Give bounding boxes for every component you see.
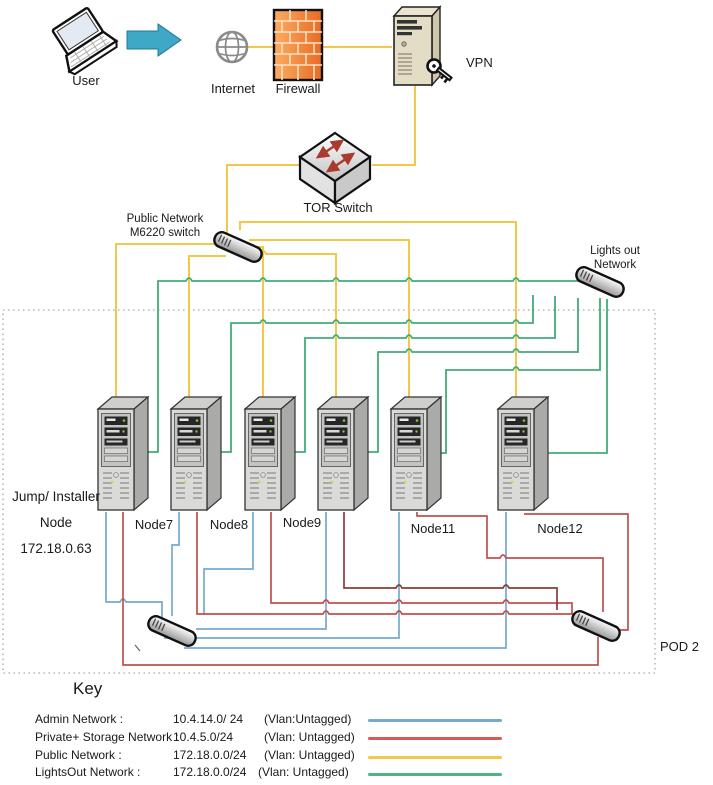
wire-m6220-node11 (249, 240, 409, 400)
tor-switch-label: TOR Switch (303, 200, 373, 215)
node7-label: Node7 (134, 517, 174, 532)
key-storage-name: Private+ Storage Network : (35, 730, 179, 744)
stray-mark (135, 645, 140, 651)
key-admin-value: 10.4.14.0/ 24 (173, 712, 244, 726)
vpn-server-icon (394, 7, 455, 85)
wire-admin-node11 (164, 512, 399, 638)
jump-label-line1: Jump/ Installer (12, 489, 100, 504)
node9-label: Node9 (282, 515, 322, 530)
firewall-icon (274, 10, 322, 80)
user-label: User (72, 73, 100, 88)
jump-label-line2: Node (39, 515, 73, 530)
laptop-icon (45, 4, 119, 76)
key-lightsout-value: 172.18.0.0/24 (173, 765, 247, 779)
internet-label: Internet (210, 81, 256, 96)
storage-switch-icon (570, 609, 622, 643)
m6220-switch-label (118, 212, 212, 240)
key-public-value: 172.18.0.0/24 (173, 748, 247, 762)
lightsout-label (570, 244, 660, 272)
key-public-vlan: (Vlan: Untagged) (264, 748, 355, 762)
jump-label-ip: 172.18.0.63 (20, 541, 92, 556)
node7-tower (171, 397, 221, 510)
key-public-name: Public Network : (35, 748, 122, 762)
wire-m6220-jumpnode (116, 244, 228, 400)
node8-label: Node8 (209, 517, 249, 532)
key-storage-swatch (368, 737, 502, 740)
node11-tower (391, 397, 441, 510)
key-lightsout-vlan: (Vlan: Untagged) (258, 765, 349, 779)
lightsout-label-line1: Lights out (590, 245, 640, 257)
key-lightsout-swatch (368, 773, 502, 776)
pod2-label: POD 2 (660, 639, 700, 654)
m6220-label-line1: Public Network (126, 213, 204, 225)
wire-tor-m6220 (227, 165, 299, 234)
m6220-label-line2: M6220 switch (129, 227, 201, 239)
key-storage-vlan: (Vlan: Untagged) (264, 730, 355, 744)
key-public-swatch (368, 756, 502, 759)
node8-tower (245, 397, 295, 510)
node12-label: Node12 (537, 521, 583, 536)
node9-tower (318, 397, 368, 510)
key-title: Key (73, 679, 103, 698)
node12-tower (498, 397, 548, 510)
tor-switch-icon (300, 133, 370, 203)
internet-globe-icon (217, 32, 247, 62)
flow-arrow-icon (127, 24, 181, 56)
wire-m6220-node7 (189, 256, 226, 400)
key-admin-vlan: (Vlan:Untagged) (264, 712, 352, 726)
admin-switch-icon (146, 614, 198, 648)
key-storage-value: 10.4.5.0/24 (173, 730, 234, 744)
key-admin-swatch (368, 719, 502, 722)
key-admin-name: Admin Network : (35, 712, 124, 726)
jump-node-label (2, 484, 110, 562)
firewall-label: Firewall (275, 81, 321, 96)
wire-vpn-tor (372, 86, 415, 165)
key-lightsout-name: LightsOut Network : (35, 765, 141, 779)
vpn-label: VPN (466, 55, 493, 70)
node11-label: Node11 (410, 521, 456, 536)
lightsout-label-line2: Network (593, 259, 637, 271)
m6220-switch-icon (212, 230, 264, 264)
